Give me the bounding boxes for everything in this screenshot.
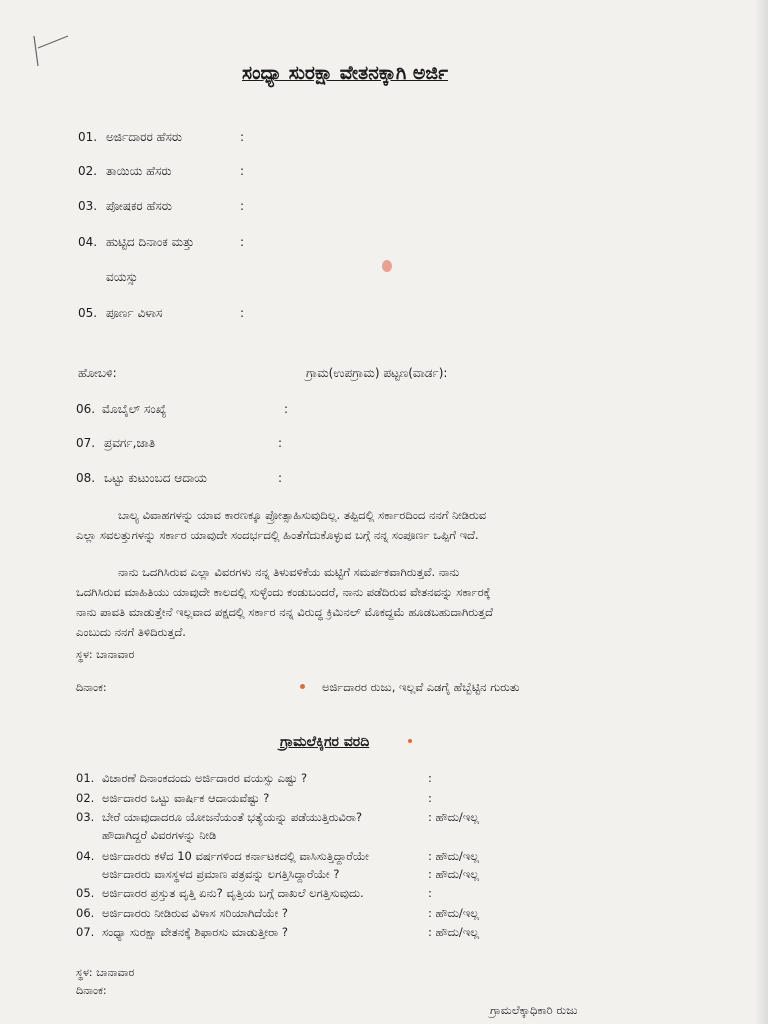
report-04-q: ಅರ್ಜಿದಾರರು ಕಳೆದ 10 ವರ್ಷಗಳಿಂದ ಕರ್ನಾಟಕದಲ್ಲಿ ವಾಸಿಸುತ್ತಿದ್ದಾರೆಯೇ [102,849,369,863]
declaration2-line1: ನಾನು ಒದಗಿಸಿರುವ ಎಲ್ಲಾ ವಿವರಗಳು ನನ್ನ ತಿಳುವಳಿಕೆಯ ಮಟ್ಟಿಗೆ ಸಮರ್ಪಕವಾಗಿರುತ್ತವೆ. ನಾನು [118,565,460,579]
hobali-label: ಹೋಬಳಿ: [78,366,117,380]
report-03-no: 03. [76,810,95,824]
field-06-sep: : [284,402,289,416]
report-06-a: : ಹೌದು/ಇಲ್ಲ [428,906,480,920]
place-label-2: ಸ್ಥಳ: ಬಾನಾವಾರ [76,966,135,979]
report-05-a: : [428,886,432,900]
report-03-sub: ಹೌದಾಗಿದ್ದರೆ ವಿವರಗಳನ್ನು ನೀಡಿ [102,828,217,842]
field-03-no: 03. [78,199,98,213]
report-04-sub-a: : ಹೌದು/ಇಲ್ಲ [428,867,480,881]
report-05-no: 05. [76,886,95,900]
report-04-sub-q: ಅರ್ಜಿದಾರರು ವಾಸಸ್ಥಳದ ಪ್ರಮಾಣ ಪತ್ರವನ್ನು ಲಗತ್ತಿಸಿದ್ದಾರೆಯೇ ? [102,867,340,881]
form-title: ಸಂಧ್ಯಾ ಸುರಕ್ಷಾ ವೇತನಕ್ಕಾಗಿ ಅರ್ಜಿ [242,62,448,84]
field-02-label: ತಾಯಿಯ ಹೆಸರು [106,164,172,178]
field-07-label: ಪ್ರವರ್ಗ,ಜಾತಿ [104,436,156,450]
declaration1-line1: ಬಾಲ್ಯ ವಿವಾಹಗಳನ್ನು ಯಾವ ಕಾರಣಕ್ಕೂ ಪ್ರೋತ್ಸಾಹಿಸುವುದಿಲ್ಲ. ತಪ್ಪಿದಲ್ಲಿ ಸರ್ಕಾರದಿಂದ ನನಗೆ ನೀಡಿರುವ [118,508,487,522]
report-06-no: 06. [76,906,95,920]
report-07-a: : ಹೌದು/ಇಲ್ಲ [428,925,480,939]
field-04-label: ಹುಟ್ಟಿದ ದಿನಾಂಕ ಮತ್ತು [106,235,195,249]
field-06-no: 06. [76,402,96,416]
report-03-q: ಬೇರೆ ಯಾವುದಾದರೂ ಯೋಜನೆಯಂತೆ ಭತ್ಯೆಯನ್ನು ಪಡೆಯುತ್ತಿರುವಿರಾ? [102,810,363,824]
field-08-sep: : [278,471,283,485]
report-02-a: : [428,791,432,805]
report-title: ಗ್ರಾಮಲೆಕ್ಕಿಗರ ವರದಿ [280,734,370,750]
declaration1-line2: ಎಲ್ಲಾ ಸವಲತ್ತುಗಳನ್ನು ಸರ್ಕಾರ ಯಾವುದೇ ಸಂದರ್ಭದಲ್ಲಿ ಹಿಂತೆಗೆದುಕೊಳ್ಳುವ ಬಗ್ಗೆ ನನ್ನ ಸಂಪೂರ್ಣ ಒಪ್ಪಿಗೆ ಇದೆ. [76,528,479,542]
field-age-label: ವಯಸ್ಸು [106,270,138,284]
report-03-a: : ಹೌದು/ಇಲ್ಲ [428,810,480,824]
report-01-q: ವಿಚಾರಣೆ ದಿನಾಂಕದಂದು ಅರ್ಜಿದಾರರ ವಯಸ್ಸು ಎಷ್ಟು ? [102,771,308,785]
field-03-label: ಪೋಷಕರ ಹೆಸರು [106,199,172,213]
field-01-sep: : [240,130,245,144]
pen-mark-icon [28,30,78,70]
field-03-sep: : [240,199,245,213]
report-07-no: 07. [76,925,95,939]
ink-blot [382,260,392,272]
field-06-label: ಮೊಬೈಲ್ ಸಂಖ್ಯೆ [102,402,167,416]
field-08-no: 08. [76,471,96,485]
report-05-q: ಅರ್ಜಿದಾರರ ಪ್ರಸ್ತುತ ವೃತ್ತಿ ಏನು? ವೃತ್ತಿಯ ಬಗ್ಗೆ ದಾಖಲೆ ಲಗತ್ತಿಸುವುದು. [102,886,364,900]
applicant-signature-label: ಅರ್ಜಿದಾರರ ರುಜು, ಇಲ್ಲವೆ ಎಡಗೈ ಹೆಬ್ಬೆಟ್ಟಿನ ಗುರುತು [322,680,520,694]
field-04-sep: : [240,235,245,249]
field-01-no: 01. [78,130,98,144]
report-01-no: 01. [76,771,95,785]
report-02-q: ಅರ್ಜಿದಾರರ ಒಟ್ಟು ವಾರ್ಷಿಕ ಆದಾಯವೆಷ್ಟು ? [102,791,270,805]
field-07-sep: : [278,436,283,450]
date-label-2: ದಿನಾಂಕ: [76,984,107,997]
date-label: ದಿನಾಂಕ: [76,681,107,694]
report-01-a: : [428,771,432,785]
field-05-label: ಪೂರ್ಣ ವಿಳಾಸ [106,306,163,320]
declaration2-line4: ಎಂಬುದು ನನಗೆ ತಿಳಿದಿರುತ್ತದೆ. [76,625,186,639]
field-05-no: 05. [78,306,98,320]
place-label: ಸ್ಥಳ: ಬಾನಾವಾರ [76,648,135,661]
field-01-label: ಅರ್ಜಿದಾರರ ಹೆಸರು [106,130,183,144]
red-dot [300,684,305,689]
report-07-q: ಸಂಧ್ಯಾ ಸುರಕ್ಷಾ ವೇತನಕ್ಕೆ ಶಿಫಾರಸು ಮಾಡುತ್ತೀರಾ ? [102,925,288,939]
red-dot-2 [408,739,412,743]
field-02-no: 02. [78,164,98,178]
village-label: ಗ್ರಾಮ(ಉಪಗ್ರಾಮ) ಪಟ್ಟಣ(ವಾರ್ಡ): [306,366,448,380]
field-07-no: 07. [76,436,96,450]
officer-signature-label: ಗ್ರಾಮಲೆಕ್ಕಾಧಿಕಾರಿ ರುಜು [490,1003,578,1017]
report-04-no: 04. [76,849,95,863]
declaration2-line2: ಒದಗಿಸಿರುವ ಮಾಹಿತಿಯು ಯಾವುದೇ ಕಾಲದಲ್ಲಿ ಸುಳ್ಳೆಂದು ಕಂಡುಬಂದರೆ, ನಾನು ಪಡೆದಿರುವ ವೇತನವನ್ನು ಸರ್ಕಾರಕ್ಕೆ [76,585,491,599]
field-02-sep: : [240,164,245,178]
declaration2-line3: ನಾನು ಪಾವತಿ ಮಾಡುತ್ತೇನೆ ಇಲ್ಲವಾದ ಪಕ್ಷದಲ್ಲಿ ಸರ್ಕಾರ ನನ್ನ ವಿರುದ್ಧ ಕ್ರಿಮಿನಲ್ ಮೊಕದ್ದಮೆ ಹೂಡಬಹುದಾಗಿರುತ್ತದೆ [76,605,493,619]
field-05-sep: : [240,306,245,320]
paper-edge [754,0,768,1024]
report-02-no: 02. [76,791,95,805]
report-06-q: ಅರ್ಜಿದಾರರು ನೀಡಿರುವ ವಿಳಾಸ ಸರಿಯಾಗಿದೆಯೇ ? [102,906,289,920]
field-08-label: ಒಟ್ಟು ಕುಟುಂಬದ ಆದಾಯ [104,471,208,485]
report-04-a: : ಹೌದು/ಇಲ್ಲ [428,849,480,863]
field-04-no: 04. [78,235,98,249]
